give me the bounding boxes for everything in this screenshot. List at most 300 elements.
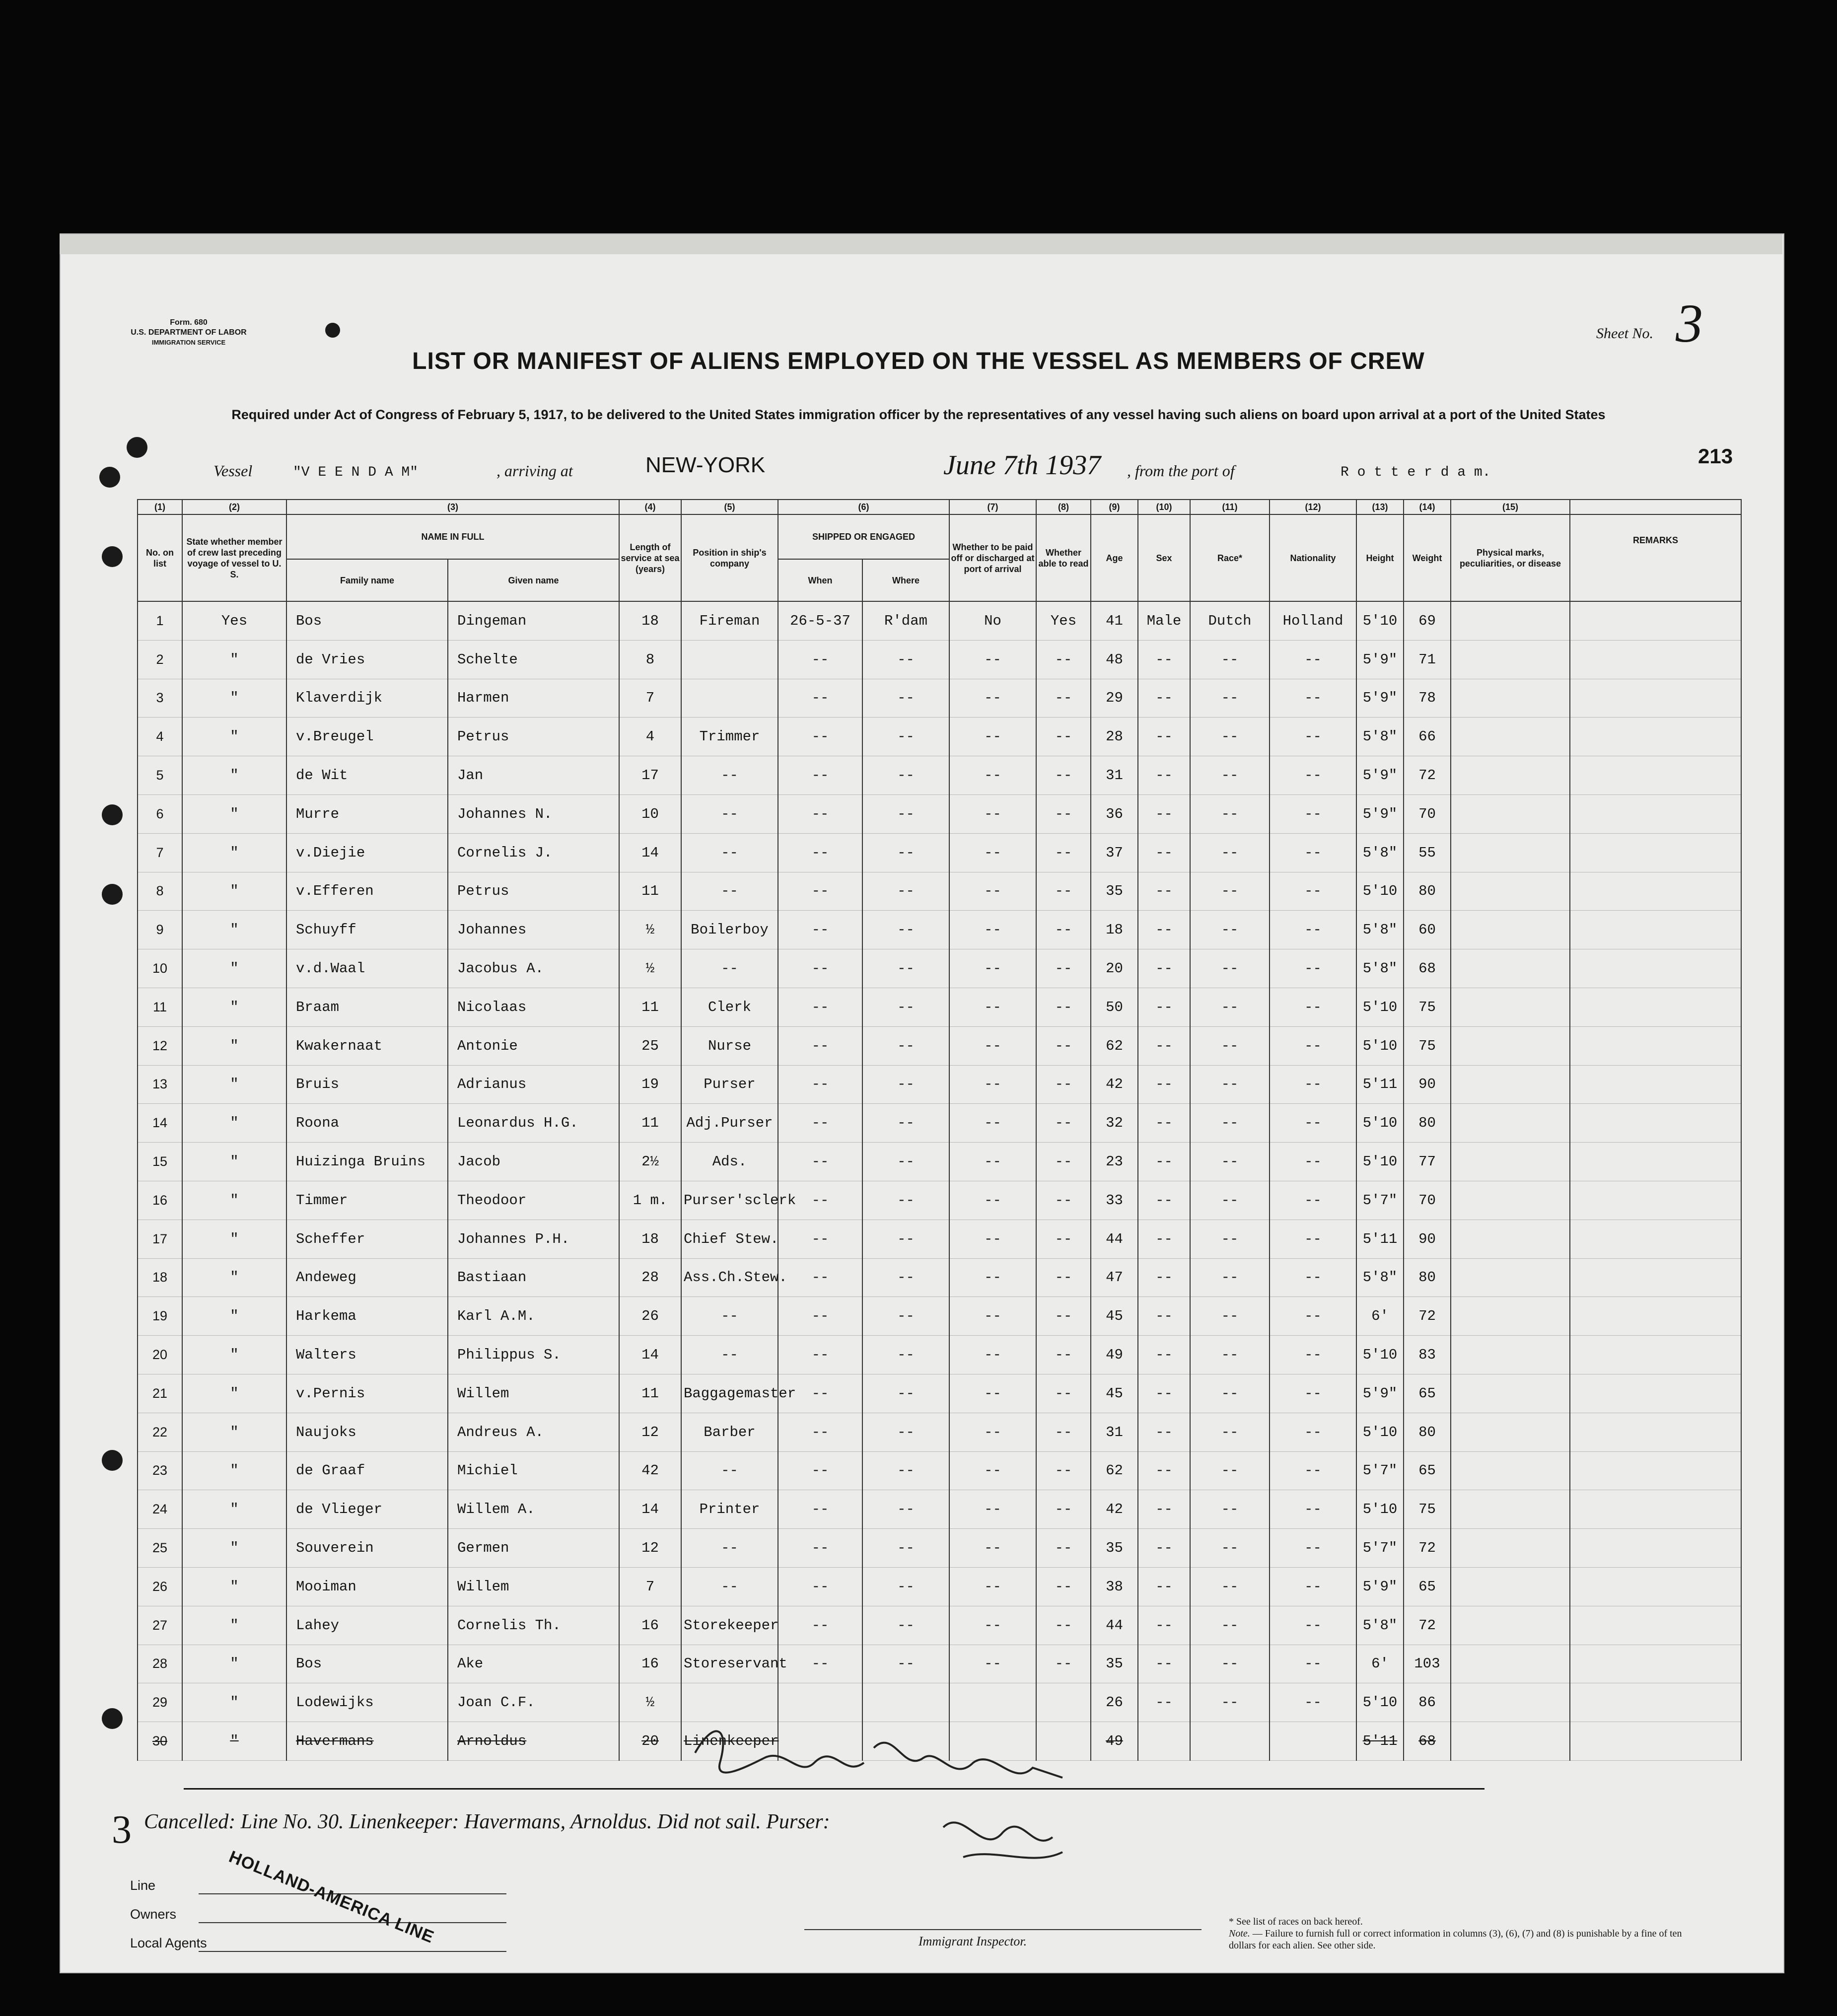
paid-off-cell: -- [949, 794, 1036, 833]
age-cell: 62 [1091, 1451, 1138, 1490]
col-num: (12) [1270, 500, 1356, 514]
col-position: Position in ship's company [681, 514, 778, 601]
crew-row [138, 949, 1741, 988]
service-length-cell: 14 [619, 833, 681, 872]
family-name-cell: Lodewijks [286, 1683, 448, 1722]
shipped-where-cell: -- [862, 1258, 949, 1297]
family-name-cell: Braam [286, 988, 448, 1026]
list-number-cell: 25 [138, 1529, 182, 1568]
race-cell: -- [1190, 1490, 1270, 1529]
given-name-cell: Adrianus [448, 1065, 619, 1104]
physical-marks-cell [1451, 911, 1570, 949]
col-num: (14) [1404, 500, 1451, 514]
service-length-cell: 19 [619, 1065, 681, 1104]
service-length-cell: 18 [619, 601, 681, 640]
shipped-where-cell: -- [862, 1374, 949, 1413]
shipped-where-cell: -- [862, 1567, 949, 1606]
punch-hole [102, 804, 123, 825]
age-cell: 50 [1091, 988, 1138, 1026]
department-name: U.S. DEPARTMENT OF LABOR [131, 328, 247, 337]
race-cell: -- [1190, 1606, 1270, 1645]
prior-voyage-cell: " [182, 1258, 286, 1297]
prior-voyage-cell: " [182, 640, 286, 679]
remarks-cell [1570, 949, 1741, 988]
height-cell: 5'7" [1356, 1181, 1404, 1220]
nationality-cell: -- [1270, 1104, 1356, 1143]
note-label: Note. [1229, 1928, 1250, 1939]
sex-cell: -- [1138, 1490, 1190, 1529]
physical-marks-cell [1451, 1490, 1570, 1529]
sex-cell: -- [1138, 1220, 1190, 1258]
sheet-label: Sheet No. [1596, 325, 1653, 342]
service-length-cell: ½ [619, 911, 681, 949]
able-to-read-cell: -- [1036, 1336, 1091, 1374]
nationality-cell: -- [1270, 1181, 1356, 1220]
age-cell: 45 [1091, 1374, 1138, 1413]
physical-marks-cell [1451, 1529, 1570, 1568]
sex-cell: -- [1138, 1026, 1190, 1065]
ship-position-cell: Ads. [681, 1143, 778, 1181]
family-name-cell: Scheffer [286, 1220, 448, 1258]
service-length-cell: ½ [619, 1683, 681, 1722]
physical-marks-cell [1451, 756, 1570, 795]
remarks-cell [1570, 1220, 1741, 1258]
able-to-read-cell: -- [1036, 1567, 1091, 1606]
nationality-cell: -- [1270, 1143, 1356, 1181]
remarks-cell [1570, 1026, 1741, 1065]
service-name: IMMIGRATION SERVICE [151, 339, 226, 346]
weight-cell: 80 [1404, 872, 1451, 911]
crew-row [138, 1645, 1741, 1683]
ship-position-cell: Clerk [681, 988, 778, 1026]
race-cell: -- [1190, 1336, 1270, 1374]
col-num: (10) [1138, 500, 1190, 514]
service-length-cell: 11 [619, 1104, 681, 1143]
company-stamp: HOLLAND-AMERICA LINE [226, 1847, 437, 1947]
remarks-cell [1570, 1451, 1741, 1490]
ship-position-cell: Printer [681, 1490, 778, 1529]
sex-cell: -- [1138, 718, 1190, 756]
family-name-cell: v.Diejie [286, 833, 448, 872]
punch-hole [99, 467, 120, 488]
remarks-cell [1570, 1490, 1741, 1529]
crew-row [138, 1065, 1741, 1104]
crew-row [138, 1567, 1741, 1606]
able-to-read-cell: -- [1036, 911, 1091, 949]
cancellation-note: Cancelled: Line No. 30. Linenkeeper: Havermans, Arnoldus. Did not sail. Purser: [144, 1810, 830, 1833]
shipped-where-cell: -- [862, 756, 949, 795]
weight-cell: 75 [1404, 988, 1451, 1026]
able-to-read-cell: -- [1036, 1065, 1091, 1104]
remarks-cell [1570, 872, 1741, 911]
height-cell: 5'10 [1356, 1683, 1404, 1722]
physical-marks-cell [1451, 718, 1570, 756]
col-num: (6) [778, 500, 949, 514]
sex-cell: -- [1138, 949, 1190, 988]
height-cell: 6' [1356, 1645, 1404, 1683]
ship-position-cell: -- [681, 949, 778, 988]
nationality-cell: -- [1270, 1297, 1356, 1336]
shipped-when-cell: -- [778, 1529, 862, 1568]
crew-row [138, 601, 1741, 640]
punch-hole [102, 1708, 123, 1729]
paid-off-cell: -- [949, 911, 1036, 949]
height-cell: 5'10 [1356, 601, 1404, 640]
ship-position-cell: Baggagemaster [681, 1374, 778, 1413]
list-number-cell: 18 [138, 1258, 182, 1297]
shipped-when-cell: -- [778, 679, 862, 718]
list-number-cell: 12 [138, 1026, 182, 1065]
race-cell: -- [1190, 756, 1270, 795]
weight-cell: 90 [1404, 1220, 1451, 1258]
note-text: — Failure to furnish full or correct information in columns (3), (6), (7) and (8) is punishable by a fine of ten dollars for each alien. See other side. [1229, 1928, 1682, 1951]
ship-position-cell: Linenkeeper [681, 1722, 778, 1761]
height-cell: 5'8" [1356, 911, 1404, 949]
service-length-cell: 17 [619, 756, 681, 795]
given-name-cell: Nicolaas [448, 988, 619, 1026]
remarks-cell [1570, 988, 1741, 1026]
age-cell: 32 [1091, 1104, 1138, 1143]
given-name-cell: Bastiaan [448, 1258, 619, 1297]
height-cell: 5'10 [1356, 988, 1404, 1026]
crew-row [138, 1181, 1741, 1220]
family-name-cell: Naujoks [286, 1413, 448, 1451]
service-length-cell: 14 [619, 1490, 681, 1529]
race-cell: -- [1190, 833, 1270, 872]
sex-cell: -- [1138, 1567, 1190, 1606]
able-to-read-cell: -- [1036, 833, 1091, 872]
given-name-cell: Johannes P.H. [448, 1220, 619, 1258]
height-cell: 5'10 [1356, 1413, 1404, 1451]
service-length-cell: 7 [619, 679, 681, 718]
remarks-cell [1570, 1297, 1741, 1336]
service-length-cell: 7 [619, 1567, 681, 1606]
physical-marks-cell [1451, 1374, 1570, 1413]
crew-rows [138, 601, 1741, 1760]
race-cell: -- [1190, 1026, 1270, 1065]
list-number-cell: 23 [138, 1451, 182, 1490]
shipped-when-cell: -- [778, 1297, 862, 1336]
list-number-cell: 2 [138, 640, 182, 679]
crew-row [138, 756, 1741, 795]
prior-voyage-cell: " [182, 833, 286, 872]
paid-off-cell: -- [949, 1181, 1036, 1220]
paid-off-cell: -- [949, 1529, 1036, 1568]
sheet-top-band [60, 234, 1782, 254]
able-to-read-cell: -- [1036, 1374, 1091, 1413]
remarks-cell [1570, 1413, 1741, 1451]
punch-hole [325, 323, 340, 338]
crew-row [138, 1336, 1741, 1374]
nationality-cell: -- [1270, 718, 1356, 756]
height-cell: 5'9" [1356, 756, 1404, 795]
sex-cell: -- [1138, 833, 1190, 872]
physical-marks-cell [1451, 1297, 1570, 1336]
sex-cell: -- [1138, 1181, 1190, 1220]
shipped-when-cell: -- [778, 833, 862, 872]
height-cell: 5'8" [1356, 949, 1404, 988]
able-to-read-cell: -- [1036, 872, 1091, 911]
given-name-cell: Leonardus H.G. [448, 1104, 619, 1143]
paid-off-cell: -- [949, 949, 1036, 988]
age-cell: 38 [1091, 1567, 1138, 1606]
shipped-when-cell: -- [778, 718, 862, 756]
remarks-cell [1570, 833, 1741, 872]
age-cell: 23 [1091, 1143, 1138, 1181]
able-to-read-cell: -- [1036, 640, 1091, 679]
remarks-cell [1570, 1258, 1741, 1297]
age-cell: 42 [1091, 1490, 1138, 1529]
col-num: (8) [1036, 500, 1091, 514]
cancel-marker: 3 [112, 1808, 132, 1852]
ship-position-cell: -- [681, 872, 778, 911]
ship-position-cell: Chief Stew. [681, 1220, 778, 1258]
crew-row [138, 872, 1741, 911]
service-length-cell: 12 [619, 1413, 681, 1451]
shipped-where-cell: -- [862, 1529, 949, 1568]
given-name-cell: Karl A.M. [448, 1297, 619, 1336]
form-block [102, 318, 276, 348]
remarks-cell [1570, 1181, 1741, 1220]
age-cell: 18 [1091, 911, 1138, 949]
sex-cell: -- [1138, 756, 1190, 795]
from-label: , from the port of [1127, 462, 1235, 480]
col-state-member: State whether member of crew last preceding voyage of vessel to U. S. [182, 514, 286, 601]
nationality-cell: -- [1270, 988, 1356, 1026]
shipped-when-cell: -- [778, 911, 862, 949]
nationality-cell: -- [1270, 1683, 1356, 1722]
weight-cell: 70 [1404, 1181, 1451, 1220]
given-name-cell: Germen [448, 1529, 619, 1568]
crew-table [137, 499, 1742, 1761]
nationality-cell: -- [1270, 1026, 1356, 1065]
sex-cell: -- [1138, 1065, 1190, 1104]
remarks-cell [1570, 1567, 1741, 1606]
sex-cell [1138, 1722, 1190, 1761]
ship-position-cell: -- [681, 794, 778, 833]
height-cell: 5'8" [1356, 1606, 1404, 1645]
given-name-cell: Petrus [448, 872, 619, 911]
prior-voyage-cell: " [182, 1220, 286, 1258]
physical-marks-cell [1451, 1220, 1570, 1258]
sex-cell: -- [1138, 1413, 1190, 1451]
family-name-cell: de Wit [286, 756, 448, 795]
given-name-cell: Cornelis Th. [448, 1606, 619, 1645]
service-length-cell: 1 m. [619, 1181, 681, 1220]
height-cell: 5'7" [1356, 1529, 1404, 1568]
able-to-read-cell: -- [1036, 679, 1091, 718]
given-name-cell: Jan [448, 756, 619, 795]
given-name-cell: Joan C.F. [448, 1683, 619, 1722]
shipped-when-cell: -- [778, 1143, 862, 1181]
prior-voyage-cell: " [182, 911, 286, 949]
col-sex: Sex [1138, 514, 1190, 601]
height-cell: 5'7" [1356, 1451, 1404, 1490]
given-name-cell: Ake [448, 1645, 619, 1683]
family-name-cell: Roona [286, 1104, 448, 1143]
col-paid-off: Whether to be paid off or discharged at port of arrival [949, 514, 1036, 601]
list-number-cell: 26 [138, 1567, 182, 1606]
physical-marks-cell [1451, 1065, 1570, 1104]
remarks-cell [1570, 1336, 1741, 1374]
able-to-read-cell: -- [1036, 1143, 1091, 1181]
ship-position-cell: Purser'sclerk [681, 1181, 778, 1220]
weight-cell: 86 [1404, 1683, 1451, 1722]
age-cell: 31 [1091, 756, 1138, 795]
age-cell: 49 [1091, 1336, 1138, 1374]
paid-off-cell: -- [949, 1336, 1036, 1374]
family-name-cell: v.Pernis [286, 1374, 448, 1413]
shipped-where-cell: -- [862, 1645, 949, 1683]
race-cell: -- [1190, 794, 1270, 833]
age-cell: 35 [1091, 1529, 1138, 1568]
service-length-cell: 11 [619, 1374, 681, 1413]
col-given-name: Given name [448, 559, 619, 601]
col-where: Where [862, 559, 949, 601]
col-num: (3) [286, 500, 619, 514]
ship-position-cell: Storeservant [681, 1645, 778, 1683]
service-length-cell: 28 [619, 1258, 681, 1297]
prior-voyage-cell: " [182, 1336, 286, 1374]
paid-off-cell: -- [949, 1567, 1036, 1606]
paid-off-cell: -- [949, 756, 1036, 795]
shipped-when-cell: -- [778, 1104, 862, 1143]
prior-voyage-cell: " [182, 1297, 286, 1336]
age-cell: 41 [1091, 601, 1138, 640]
race-cell: -- [1190, 1065, 1270, 1104]
prior-voyage-cell: " [182, 1026, 286, 1065]
nationality-cell: -- [1270, 833, 1356, 872]
prior-voyage-cell: " [182, 988, 286, 1026]
nationality-cell: -- [1270, 1413, 1356, 1451]
nationality-cell: -- [1270, 1451, 1356, 1490]
owners-label: Owners [130, 1907, 177, 1922]
age-cell: 35 [1091, 1645, 1138, 1683]
age-cell: 44 [1091, 1220, 1138, 1258]
height-cell: 5'10 [1356, 1143, 1404, 1181]
shipped-when-cell: -- [778, 756, 862, 795]
family-name-cell: Walters [286, 1336, 448, 1374]
prior-voyage-cell: " [182, 1374, 286, 1413]
family-name-cell: v.Efferen [286, 872, 448, 911]
service-length-cell: 18 [619, 1220, 681, 1258]
remarks-cell [1570, 1104, 1741, 1143]
shipped-where-cell: -- [862, 1297, 949, 1336]
ship-position-cell: Fireman [681, 601, 778, 640]
given-name-cell: Dingeman [448, 601, 619, 640]
ship-position-cell: -- [681, 1529, 778, 1568]
nationality-cell: -- [1270, 1065, 1356, 1104]
vessel-label: Vessel [213, 462, 253, 480]
ship-position-cell: -- [681, 1451, 778, 1490]
paid-off-cell: -- [949, 1645, 1036, 1683]
col-able-read: Whether able to read [1036, 514, 1091, 601]
given-name-cell: Antonie [448, 1026, 619, 1065]
col-num: (9) [1091, 500, 1138, 514]
prior-voyage-cell: " [182, 1645, 286, 1683]
nationality-cell [1270, 1722, 1356, 1761]
list-number-cell: 1 [138, 601, 182, 640]
nationality-cell: -- [1270, 1220, 1356, 1258]
shipped-where-cell: -- [862, 1104, 949, 1143]
given-name-cell: Arnoldus [448, 1722, 619, 1761]
sex-cell: -- [1138, 1336, 1190, 1374]
remarks-cell [1570, 1645, 1741, 1683]
weight-cell: 77 [1404, 1143, 1451, 1181]
prior-voyage-cell: " [182, 1683, 286, 1722]
age-cell: 45 [1091, 1297, 1138, 1336]
shipped-when-cell: -- [778, 1336, 862, 1374]
col-race: Race* [1190, 514, 1270, 601]
age-cell: 44 [1091, 1606, 1138, 1645]
sex-cell: -- [1138, 679, 1190, 718]
shipped-where-cell: -- [862, 1181, 949, 1220]
list-number-cell: 15 [138, 1143, 182, 1181]
col-num: (15) [1451, 500, 1570, 514]
weight-cell: 78 [1404, 679, 1451, 718]
list-number-cell: 7 [138, 833, 182, 872]
sex-cell: -- [1138, 1529, 1190, 1568]
race-cell: -- [1190, 911, 1270, 949]
given-name-cell: Willem [448, 1567, 619, 1606]
weight-cell: 72 [1404, 756, 1451, 795]
crew-row [138, 1451, 1741, 1490]
race-cell: -- [1190, 1451, 1270, 1490]
service-length-cell: 16 [619, 1606, 681, 1645]
race-cell: Dutch [1190, 601, 1270, 640]
nationality-cell: -- [1270, 1645, 1356, 1683]
inspector-signature-line [804, 1929, 1201, 1930]
sex-cell: Male [1138, 601, 1190, 640]
crew-row [138, 679, 1741, 718]
col-num: (13) [1356, 500, 1404, 514]
crew-row [138, 1606, 1741, 1645]
height-cell: 5'8" [1356, 718, 1404, 756]
service-length-cell: 42 [619, 1451, 681, 1490]
col-num: (11) [1190, 500, 1270, 514]
nationality-cell: -- [1270, 1567, 1356, 1606]
sex-cell: -- [1138, 872, 1190, 911]
physical-marks-cell [1451, 1645, 1570, 1683]
arriving-label: , arriving at [496, 462, 573, 480]
service-length-cell: 11 [619, 872, 681, 911]
shipped-where-cell: -- [862, 988, 949, 1026]
family-name-cell: Bruis [286, 1065, 448, 1104]
paid-off-cell: -- [949, 1104, 1036, 1143]
height-cell: 5'9" [1356, 640, 1404, 679]
ship-position-cell: Barber [681, 1413, 778, 1451]
weight-cell: 80 [1404, 1258, 1451, 1297]
physical-marks-cell [1451, 1026, 1570, 1065]
sex-cell: -- [1138, 794, 1190, 833]
race-cell: -- [1190, 1297, 1270, 1336]
family-name-cell: Huizinga Bruins [286, 1143, 448, 1181]
ship-position-cell: Boilerboy [681, 911, 778, 949]
agents-label: Local Agents [130, 1936, 207, 1950]
weight-cell: 75 [1404, 1026, 1451, 1065]
shipped-when-cell: -- [778, 1181, 862, 1220]
list-number-cell: 20 [138, 1336, 182, 1374]
prior-voyage-cell: " [182, 1567, 286, 1606]
nationality-cell: -- [1270, 1374, 1356, 1413]
family-name-cell: v.Breugel [286, 718, 448, 756]
prior-voyage-cell: " [182, 1181, 286, 1220]
shipped-where-cell: -- [862, 1490, 949, 1529]
age-cell: 29 [1091, 679, 1138, 718]
shipped-when-cell: -- [778, 1645, 862, 1683]
age-cell: 42 [1091, 1065, 1138, 1104]
race-cell: -- [1190, 1258, 1270, 1297]
